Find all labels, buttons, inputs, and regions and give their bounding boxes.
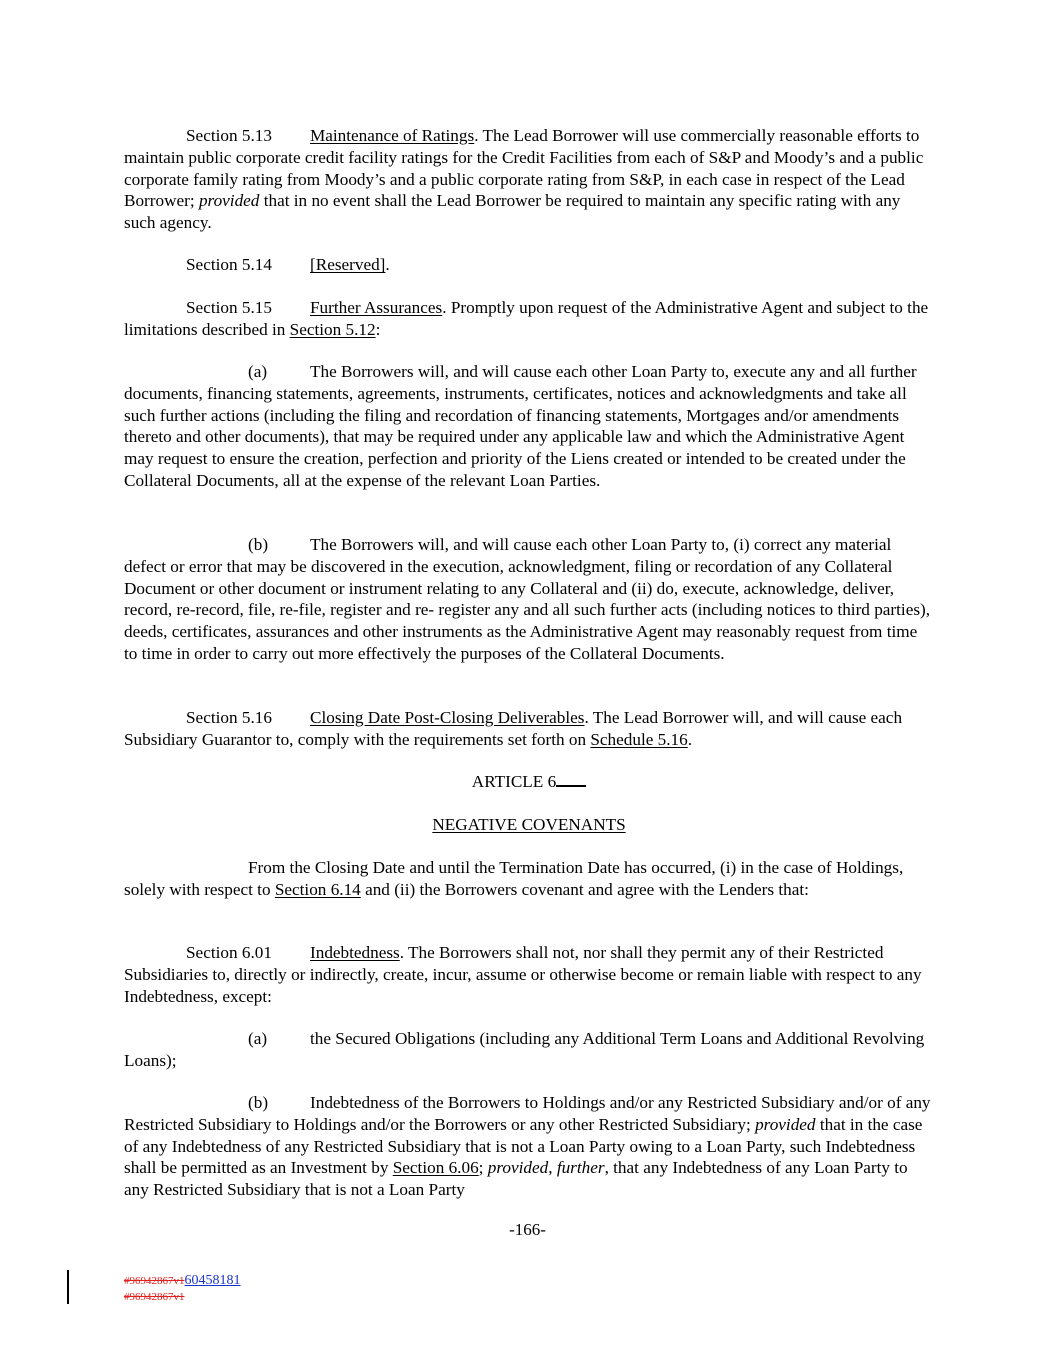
section-text: . The Lead Borrower will, and will cause each Subsidiary Guarantor to, comply with the requirements set forth on xyxy=(124,708,903,749)
section-title: Maintenance of Ratings xyxy=(310,126,475,145)
section-text: . Promptly upon request of the Administrative Agent and subject to the limitations described in xyxy=(124,298,929,339)
provided-term: provided xyxy=(755,1114,816,1134)
page-number: -166- xyxy=(509,1220,546,1239)
cross-reference-link[interactable]: Schedule 5.16 xyxy=(590,729,688,749)
deleted-doc-id: #96942867v1 xyxy=(124,1275,185,1287)
clause-text: ; xyxy=(478,1158,488,1178)
section-number: Section 6.01 xyxy=(186,943,272,962)
clause-text: , xyxy=(548,1158,557,1178)
punctuation: : xyxy=(375,319,381,339)
article-intro xyxy=(124,857,934,901)
cross-reference-link[interactable]: Section 6.14 xyxy=(274,879,361,899)
section-title: Closing Date Post-Closing Deliverables xyxy=(310,708,585,727)
article-heading xyxy=(124,771,934,793)
section-5-16 xyxy=(124,707,934,751)
section-text: that in no event shall the Lead Borrower be required to maintain any specific rating with any such agency. xyxy=(124,191,901,233)
clause-5-15-a xyxy=(124,361,934,492)
revision-change-bar xyxy=(67,1270,69,1304)
section-number: Section 5.16 xyxy=(186,708,272,727)
clause-6-01-a xyxy=(124,1028,934,1072)
inserted-doc-id: 60458181 xyxy=(184,1273,241,1288)
article-blank-line xyxy=(556,771,586,787)
clause-6-01-b xyxy=(124,1092,934,1201)
intro-text: From the Closing Date and until the Termination Date has occurred, (i) in the case of Holdings, solely with respect to xyxy=(124,858,904,899)
section-title: Indebtedness xyxy=(310,943,400,962)
clause-5-15-b xyxy=(124,534,934,665)
section-title: Further Assurances xyxy=(310,298,443,317)
article-title xyxy=(124,814,934,836)
section-5-15 xyxy=(124,297,934,341)
section-6-01 xyxy=(124,942,934,1007)
section-number: Section 5.13 xyxy=(186,126,272,145)
article-number: ARTICLE 6 xyxy=(471,772,557,791)
clause-text: , that any Indebtedness of any Loan Party to any Restricted Subsidiary that is not a Loan Party xyxy=(124,1158,908,1200)
clause-label: (a) xyxy=(248,362,268,381)
clause-label: (b) xyxy=(248,1093,269,1112)
clause-text: Indebtedness of the Borrowers to Holdings and/or any Restricted Subsidiary and/or of any Restricted Subsidiary to Holdings and/or the Borrowers or any other Restricted Subsidiary; xyxy=(124,1093,931,1134)
provided-term: provided xyxy=(198,191,260,211)
intro-text: and (ii) the Borrowers covenant and agree with the Lenders that: xyxy=(360,879,809,899)
cross-reference-link[interactable]: Section 6.06 xyxy=(392,1158,479,1178)
document-id-line-2 xyxy=(124,1289,185,1304)
clause-label: (b) xyxy=(248,535,269,554)
provided-term: provided xyxy=(487,1158,549,1178)
section-title: [Reserved] xyxy=(310,255,386,274)
cross-reference-link[interactable]: Section 5.12 xyxy=(289,319,376,339)
punctuation: . xyxy=(687,729,693,749)
section-5-13 xyxy=(124,125,934,234)
article-title-text: NEGATIVE COVENANTS xyxy=(432,815,626,834)
document-id-line-1 xyxy=(124,1272,241,1289)
further-term: further xyxy=(556,1158,605,1178)
clause-text: The Borrowers will, and will cause each other Loan Party to, execute any and all further documents, financing statements, agreements, instruments, certificates, notices and acknowledgments and take all such further actions (including the filing and recordation of financing statements, Mortgages and/or amendments thereto and other documents), that may be required under any applicable law and which the Administrative Agent may request to ensure the creation, perfection and priority of the Liens created or intended to be created under the Collateral Documents, all at the expense of the relevant Loan Parties. xyxy=(124,362,917,490)
section-5-14 xyxy=(124,254,934,276)
clause-text: The Borrowers will, and will cause each other Loan Party to, (i) correct any material defect or error that may be discovered in the execution, acknowledgment, filing or recordation of any Collateral Document or other document or instrument relating to any Collateral and (ii) do, execute, acknowledge, deliver, record, re-record, file, re-file, register and re- register any and all such further acts (including notices to third parties), deeds, certificates, assurances and other instruments as the Administrative Agent may reasonably request from time to time in order to carry out more effectively the purposes of the Collateral Documents. xyxy=(124,535,931,663)
clause-text: the Secured Obligations (including any Additional Term Loans and Additional Revolving Loans); xyxy=(124,1029,925,1070)
clause-label: (a) xyxy=(248,1029,268,1048)
section-number: Section 5.14 xyxy=(186,255,272,274)
punctuation: . xyxy=(385,255,390,274)
section-text: . The Borrowers shall not, nor shall they permit any of their Restricted Subsidiaries to, directly or indirectly, create, incur, assume or otherwise become or remain liable with respect to any Indebtedness, except: xyxy=(124,943,922,1006)
section-text: . The Lead Borrower will use commercially reasonable efforts to maintain public corporate credit facility ratings for the Credit Facilities from each of S&P and Moody’s and a public corporate family rating from Moody’s and a public corporate rating from S&P, in each case in respect of the Lead Borrower; xyxy=(124,126,924,211)
deleted-doc-id: #96942867v1 xyxy=(124,1291,185,1303)
section-number: Section 5.15 xyxy=(186,298,272,317)
clause-text: that in the case of any Indebtedness of any Restricted Subsidiary that is not a Loan Party owing to a Loan Party, such Indebtedness shall be permitted as an Investment by xyxy=(124,1114,923,1178)
